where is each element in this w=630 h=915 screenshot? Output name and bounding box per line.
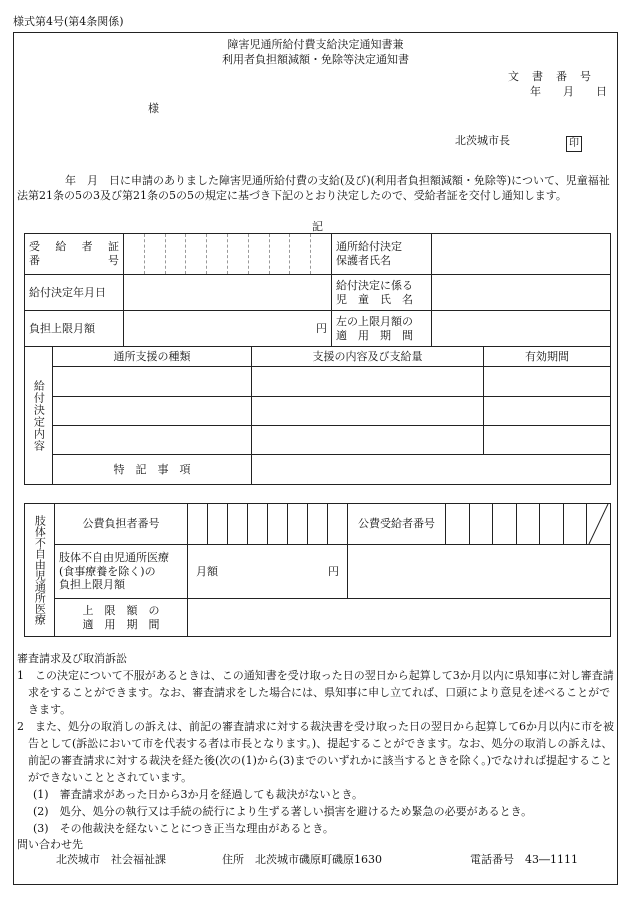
contact-address: 住所 北茨城市磯原町磯原1630: [222, 853, 382, 866]
appeal-sub-1: (1) 審査請求があった日から3か月を経過しても裁決がないとき。: [33, 788, 364, 801]
medical-limit-label-cell: [55, 545, 188, 599]
guardian-name-value: [432, 234, 611, 275]
medical-vertical-label: 肢体不自由児通所医療: [33, 515, 47, 625]
contact-heading: 問い合わせ先: [17, 838, 83, 851]
appeal-item-1: 1 この決定について不服があるときは、この通知書を受け取った日の翌日から起算して3か月以内に県知事に対し審査請求をすることができます。なお、審査請求をした場合には、県知事に申し立てれば、口頭により意見を述べることができます。: [17, 669, 614, 716]
limit-period-label-2: 適 用 期 間: [336, 328, 413, 342]
guardian-name-label-cell: [332, 234, 432, 275]
contact-department: 北茨城市 社会福祉課: [56, 853, 166, 866]
service-row-cell: [53, 367, 252, 397]
medical-limit-label-3: 負担上限月額: [59, 578, 125, 592]
service-row-cell: [53, 426, 252, 455]
public-recipient-number-cells: [446, 504, 611, 545]
document-date-label: 年 月 日: [530, 85, 607, 98]
col-service-type: 通所支援の種類: [53, 347, 252, 367]
document-title-line1: 障害児通所給付費支給決定通知書兼: [227, 38, 404, 51]
document-title-line2: 利用者負担額減額・免除等決定通知書: [222, 53, 409, 66]
contact-phone: 電話番号 43―1111: [470, 853, 578, 866]
child-name-label-2: 児 童 氏 名: [336, 292, 413, 306]
decision-date-label: 給付決定年月日: [25, 275, 124, 311]
medical-limit-label-1: 肢体不自由児通所医療: [59, 550, 169, 564]
service-row-cell: [484, 367, 611, 397]
child-name-label-cell: [332, 275, 432, 311]
child-name-value: [432, 275, 611, 311]
decision-table: [24, 233, 611, 485]
payer-number-label: 公費負担者番号: [55, 504, 188, 545]
recipient-number-label-1: 受 給 者 証: [29, 240, 119, 254]
limit-amount-label: 負担上限月額: [25, 311, 124, 347]
issuer-name: 北茨城市長: [455, 134, 510, 147]
seal-mark: 印: [566, 136, 582, 152]
slash-mark: [586, 504, 610, 544]
appeal-item-2: 2 また、処分の取消しの訴えは、前記の審査請求に対する裁決書を受け取った日の翌日から起算して6か月以内に市を被告として(訴訟において市を代表する者は市長となります。)、提起することができます。なお、処分の取消しの訴えは、前記の審査請求に対する裁決を経た後(次の(1)から(3)までのいずれかに該当するときを除く。)でなければ提起することができないこととされています。: [17, 720, 614, 784]
form-number: 様式第4号(第4条関係): [13, 15, 124, 28]
service-row-cell: [484, 426, 611, 455]
col-validity: 有効期間: [484, 347, 611, 367]
service-row-cell: [252, 426, 484, 455]
limit-period-value: [432, 311, 611, 347]
recipient-number-cells: [124, 234, 332, 275]
col-service-content: 支援の内容及び支給量: [252, 347, 484, 367]
public-recipient-number-label: 公費受給者番号: [348, 504, 446, 545]
limit-period-label-cell: [332, 311, 432, 347]
medical-period-label-2: 適 用 期 間: [82, 617, 160, 631]
medical-period-value: [188, 599, 611, 637]
intro-text: 年 月 日に申請のありました障害児通所給付費の支給(及び)(利用者負担額減額・免除等)について、児童福祉法第21条の5の3及び第21条の5の5の規定に基づき下記のとおり決定したので、受給者証を交付し通知します。: [17, 174, 610, 202]
medical-period-label-cell: [55, 599, 188, 637]
benefit-content-vertical-label: 給付決定内容: [32, 379, 46, 452]
appeal-heading: 審査請求及び取消訴訟: [17, 652, 127, 665]
monthly-label: 月額: [196, 564, 218, 578]
appeal-sub-3: (3) その他裁決を経ないことにつき正当な理由があるとき。: [33, 822, 334, 835]
ki-label: 記: [312, 220, 323, 233]
limit-period-label-1: 左の上限月額の: [336, 314, 413, 328]
decision-date-value: [124, 275, 332, 311]
appeal-sub-2: (2) 処分、処分の執行又は手続の続行により生ずる著しい損害を避けるため緊急の必要があるとき。: [33, 805, 533, 818]
service-row-cell: [252, 367, 484, 397]
medical-table: [24, 503, 611, 637]
medical-yen-label: 円: [328, 564, 339, 578]
child-name-label-1: 給付決定に係る: [336, 278, 413, 292]
appeal-notes: [17, 650, 615, 837]
service-row-cell: [252, 397, 484, 426]
recipient-number-label-2: 番 号: [29, 254, 119, 267]
medical-limit-label-2: (食事療養を除く)の: [59, 564, 156, 578]
benefit-content-section: [25, 347, 53, 485]
medical-limit-amount-cell: [188, 545, 348, 599]
special-notes-label: 特 記 事 項: [53, 455, 252, 485]
payer-number-cells: [188, 504, 348, 545]
document-number-label: 文 書 番 号: [508, 70, 592, 83]
recipient-suffix: 様: [148, 102, 159, 115]
limit-amount-yen: 円: [124, 311, 332, 347]
medical-period-label-1: 上 限 額 の: [82, 603, 160, 617]
medical-section: [25, 504, 55, 637]
guardian-name-label-2: 保護者氏名: [336, 254, 391, 267]
service-row-cell: [484, 397, 611, 426]
medical-limit-empty: [348, 545, 611, 599]
service-row-cell: [53, 397, 252, 426]
guardian-name-label-1: 通所給付決定: [336, 240, 402, 254]
recipient-number-label-cell: [25, 234, 124, 275]
special-notes-value: [252, 455, 611, 485]
